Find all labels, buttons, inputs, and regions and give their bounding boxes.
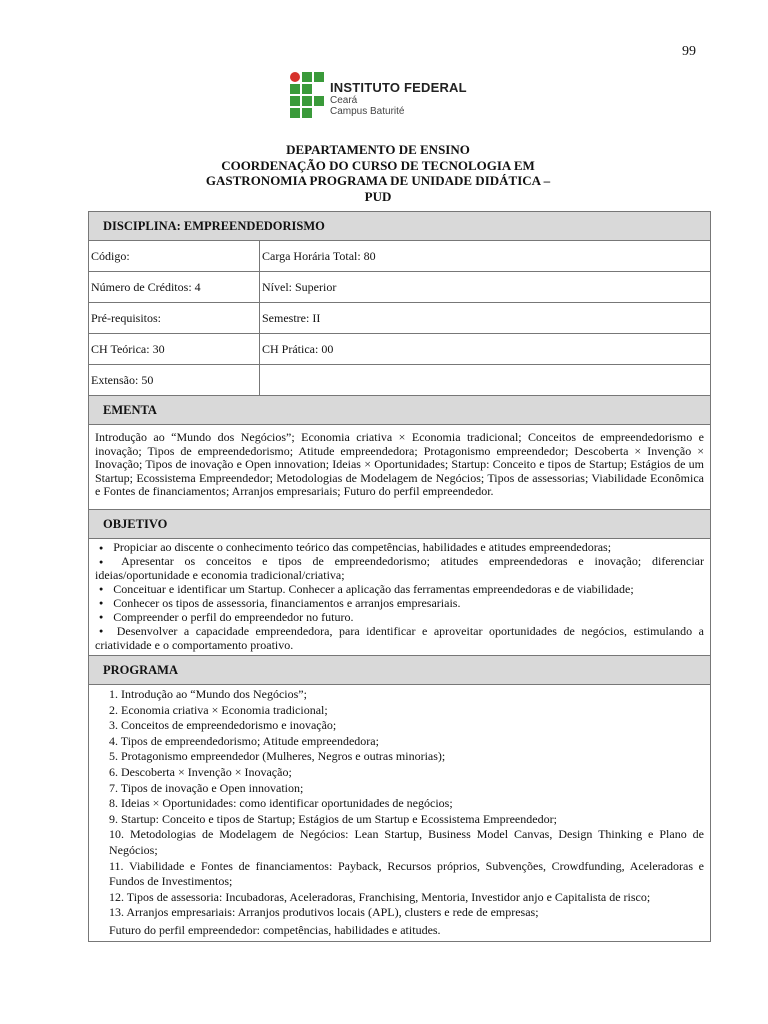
document-heading [150, 142, 606, 204]
codigo-cell: Código: [89, 241, 260, 272]
extensao-cell: Extensão: 50 [89, 365, 260, 396]
carga-horaria-cell: Carga Horária Total: 80 [260, 241, 711, 272]
logo-line-1: Ceará [330, 95, 358, 106]
ementa-header: EMENTA [89, 396, 711, 425]
list-item: ● Propiciar ao discente o conhecimento teórico das competências, habilidades e atitudes empreendedoras; [95, 541, 704, 555]
semestre-cell: Semestre: II [260, 303, 711, 334]
list-item: 1. Introdução ao “Mundo dos Negócios”; [109, 687, 307, 701]
heading-line-2: COORDENAÇÃO DO CURSO DE TECNOLOGIA EM [221, 157, 535, 173]
creditos-cell: Número de Créditos: 4 [89, 272, 260, 303]
pud-table [88, 211, 711, 942]
programa-cell [89, 685, 711, 942]
programa-list [95, 687, 704, 921]
list-item: ● Conceituar e identificar um Startup. Conhecer a aplicação das ferramentas empreendedoras e de viabilidade; [95, 583, 704, 597]
list-item: 7. Tipos de inovação e Open innovation; [109, 780, 304, 795]
objetivo-cell [89, 539, 711, 656]
nivel-cell: Nível: Superior [260, 272, 711, 303]
list-item: ● Desenvolver a capacidade empreendedora, para identificar e aproveitar oportunidades de negócios, estimulando a criatividade e o comportamento proativo. [95, 625, 704, 653]
list-item: 3. Conceitos de empreendedorismo e inovação; [109, 718, 337, 733]
prerequisitos-cell: Pré-requisitos: [89, 303, 260, 334]
list-item: 11. Viabilidade e Fontes de financiamentos: Payback, Recursos próprios, Subvenções, Crowdfunding, Aceleradoras e Fundos de Investimentos; [109, 858, 704, 889]
list-item: ● Apresentar os conceitos e tipos de empreendedorismo; atitudes empreendedoras e inovação; diferenciar ideias/oportunidade e economia tradicional/criativa; [95, 555, 704, 583]
programa-header: PROGRAMA [89, 656, 711, 685]
programa-tail: Futuro do perfil empreendedor: competências, habilidades e atitudes. [109, 922, 441, 937]
list-item: 13. Arranjos empresariais: Arranjos produtivos locais (APL), clusters e rede de empresas; [109, 905, 539, 920]
ch-pratica-cell: CH Prática: 00 [260, 334, 711, 365]
ch-teorica-cell: CH Teórica: 30 [89, 334, 260, 365]
logo-grid-icon [290, 72, 326, 120]
list-item: 5. Protagonismo empreendedor (Mulheres, Negros e outras minorias); [109, 749, 446, 764]
heading-line-3: GASTRONOMIA PROGRAMA DE UNIDADE DIDÁTICA – [205, 173, 551, 188]
list-item: 10. Metodologias de Modelagem de Negócios: Lean Startup, Business Model Canvas, Design Thinking e Plano de Negócios; [109, 827, 704, 857]
list-item: 8. Ideias × Oportunidades: como identificar oportunidades de negócios; [109, 796, 453, 811]
list-item: 6. Descoberta × Invenção × Inovação; [109, 764, 292, 779]
list-item: ● Compreender o perfil do empreendedor no futuro. [95, 611, 704, 625]
list-item: 12. Tipos de assessoria: Incubadoras, Aceleradoras, Franchising, Mentoria, Investidor anjo e Capitalista de risco; [109, 889, 651, 904]
list-item: 9. Startup: Conceito e tipos de Startup; Estágios de um Startup e Ecossistema Empreendedor; [109, 811, 557, 826]
empty-cell [260, 365, 711, 396]
heading-line-1: DEPARTAMENTO DE ENSINO [286, 142, 470, 157]
page-number: 99 [682, 44, 696, 59]
list-item: 2. Economia criativa × Economia tradicional; [109, 702, 328, 717]
ementa-text: Introdução ao “Mundo dos Negócios”; Economia criativa × Economia tradicional; Conceitos de empreendedorismo e inovação; Tipos de empreendedorismo; Atitude empreendedora; Protagonismo empreendedor; Descoberta × Invenção × Inovação; Tipos de inovação e Open innovation; Ideias × Oportunidades; Startup: Conceito e tipos de Startup; Estágios de um Startup; Ecossistema Empreendedor; Metodologias de Modelagem de Negócios; Tipos de assessorias; Viabilidade Econômica e Fontes de financiamentos; Arranjos empresariais; Futuro do perfil empreendedor. [89, 425, 711, 510]
list-item: 4. Tipos de empreendedorismo; Atitude empreendedora; [109, 733, 379, 748]
logo-title: INSTITUTO FEDERAL [330, 80, 467, 95]
objetivo-list [95, 541, 704, 652]
list-item: ● Conhecer os tipos de assessoria, financiamentos e arranjos empresariais. [95, 597, 704, 611]
heading-line-4: PUD [364, 188, 392, 204]
disciplina-header: DISCIPLINA: EMPREENDEDORISMO [89, 212, 711, 241]
logo-line-2: Campus Baturité [330, 106, 405, 117]
objetivo-header: OBJETIVO [89, 510, 711, 539]
